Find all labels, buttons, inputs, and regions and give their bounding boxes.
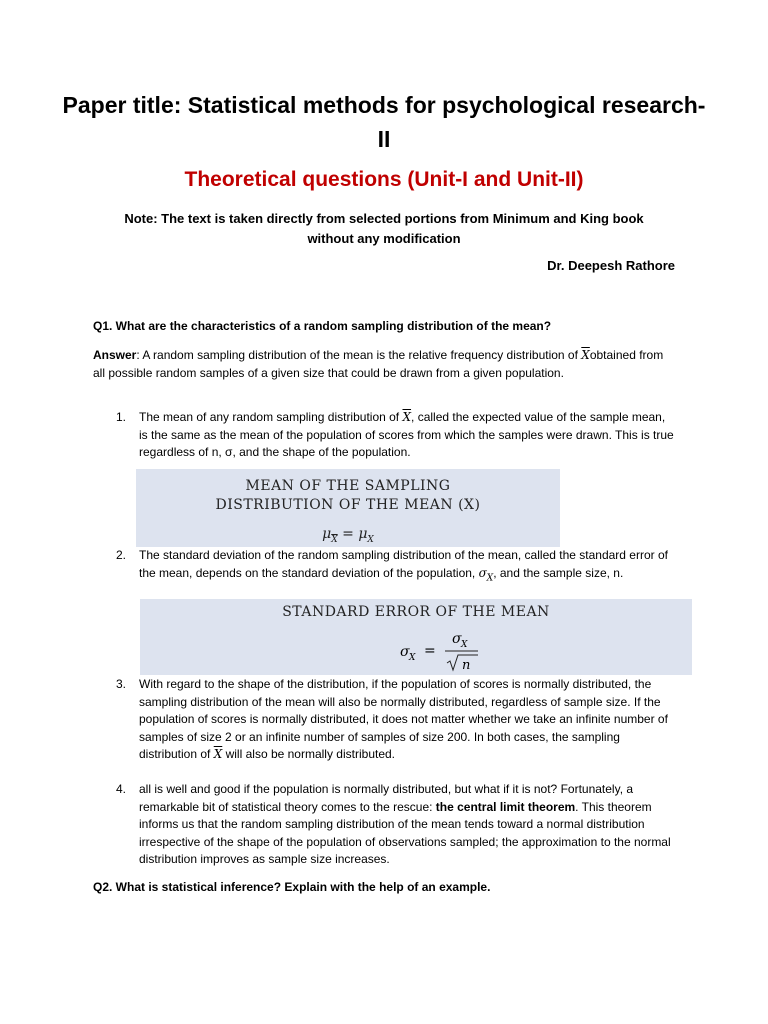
mu-subscript: X [331, 534, 338, 545]
mu-symbol: μ [322, 526, 332, 542]
sigma-subscript: X [409, 653, 416, 663]
fraction-numerator: σ [452, 631, 462, 647]
answer-text-part2: obtained from all possible random samples of a given size that could be drawn from a given population. [93, 348, 664, 380]
list-item-number: 4. [116, 782, 127, 796]
list-item-number: 1. [116, 410, 127, 424]
list-item-text: , called the expected value of the sample mean, is the same as the mean of the population of scores from which the samples were drawn. This is true regardless of n, σ, and the shape of the population. [139, 410, 674, 460]
x-bar-symbol: $\overline{X}$ [581, 348, 590, 362]
numerator-subscript: X [461, 640, 468, 650]
answer-text-part1: : A random sampling distribution of the mean is the relative frequency distribution of [136, 348, 582, 362]
sigma-subscript: X [486, 572, 494, 583]
list-item-text: will also be normally distributed. [222, 747, 396, 762]
sigma-symbol: σ [478, 565, 487, 580]
mu-subscript: X [367, 534, 374, 545]
list-item-text: , and the sample size, n. [493, 565, 624, 580]
equals-sign: = [342, 526, 354, 542]
source-note: Note: The text is taken directly from selected portions from Minimum and King book without any modification [124, 211, 644, 246]
box-heading-line2: DISTRIBUTION OF THE MEAN (X) [215, 497, 481, 513]
list-item [116, 409, 676, 462]
paper-title: Paper title: Statistical methods for psychological research-II [62, 92, 706, 152]
answer-label: Answer [93, 348, 137, 362]
list-item-number: 2. [116, 548, 127, 562]
author-name: Dr. Deepesh Rathore [547, 258, 675, 273]
list-item-number: 3. [116, 677, 127, 691]
box-heading-line1: MEAN OF THE SAMPLING [245, 478, 451, 494]
list-item-text: all is well and good if the population is normally distributed, but what if it is not? Fortunately, a remarkable bit of statistical theory comes to the rescue: [139, 782, 634, 814]
mean-formula-box [136, 469, 560, 547]
question-2: Q2. What is statistical inference? Explain with the help of an example. [93, 880, 491, 894]
box-heading: STANDARD ERROR OF THE MEAN [282, 604, 550, 620]
sigma-symbol: σ [400, 644, 410, 660]
standard-error-formula [398, 630, 488, 672]
list-item-text: The mean of any random sampling distribution of [139, 410, 403, 424]
x-bar-symbol: $\overline{X}$ [213, 747, 223, 762]
x-bar-symbol: $\overline{X}$ [402, 410, 412, 424]
list-item-text: The standard deviation of the random sampling distribution of the mean, called the standard error of the mean, depends on the standard deviation of the population, [139, 548, 668, 580]
list-item [116, 547, 676, 588]
list-item [116, 781, 676, 869]
list-item-text: With regard to the shape of the distribution, if the population of scores is normally distributed, the sampling distribution of the mean will also be normally distributed, regardless of sample size. If the population of scores is normally distributed, it does not matter whether we take an infinite number of samples of size 2 or an infinite number of samples of size 200. In both cases, the sampling distribution of [139, 677, 668, 762]
fraction-denominator: n [462, 658, 471, 672]
section-subtitle: Theoretical questions (Unit-I and Unit-II) [184, 168, 584, 191]
answer-1 [93, 346, 673, 382]
box-heading [136, 469, 560, 515]
list-item-text: . This theorem informs us that the random sampling distribution of the mean tends toward a normal distribution irrespective of the shape of the population of observations sampled; the approximation to the normal distribution improves as sample size increases. [139, 799, 671, 867]
question-1: Q1. What are the characteristics of a random sampling distribution of the mean? [93, 319, 552, 333]
mean-formula [136, 526, 560, 545]
central-limit-theorem-term: the central limit theorem [435, 799, 576, 814]
equals-sign: = [424, 643, 436, 659]
mu-symbol: μ [358, 526, 368, 542]
list-item [116, 676, 676, 764]
